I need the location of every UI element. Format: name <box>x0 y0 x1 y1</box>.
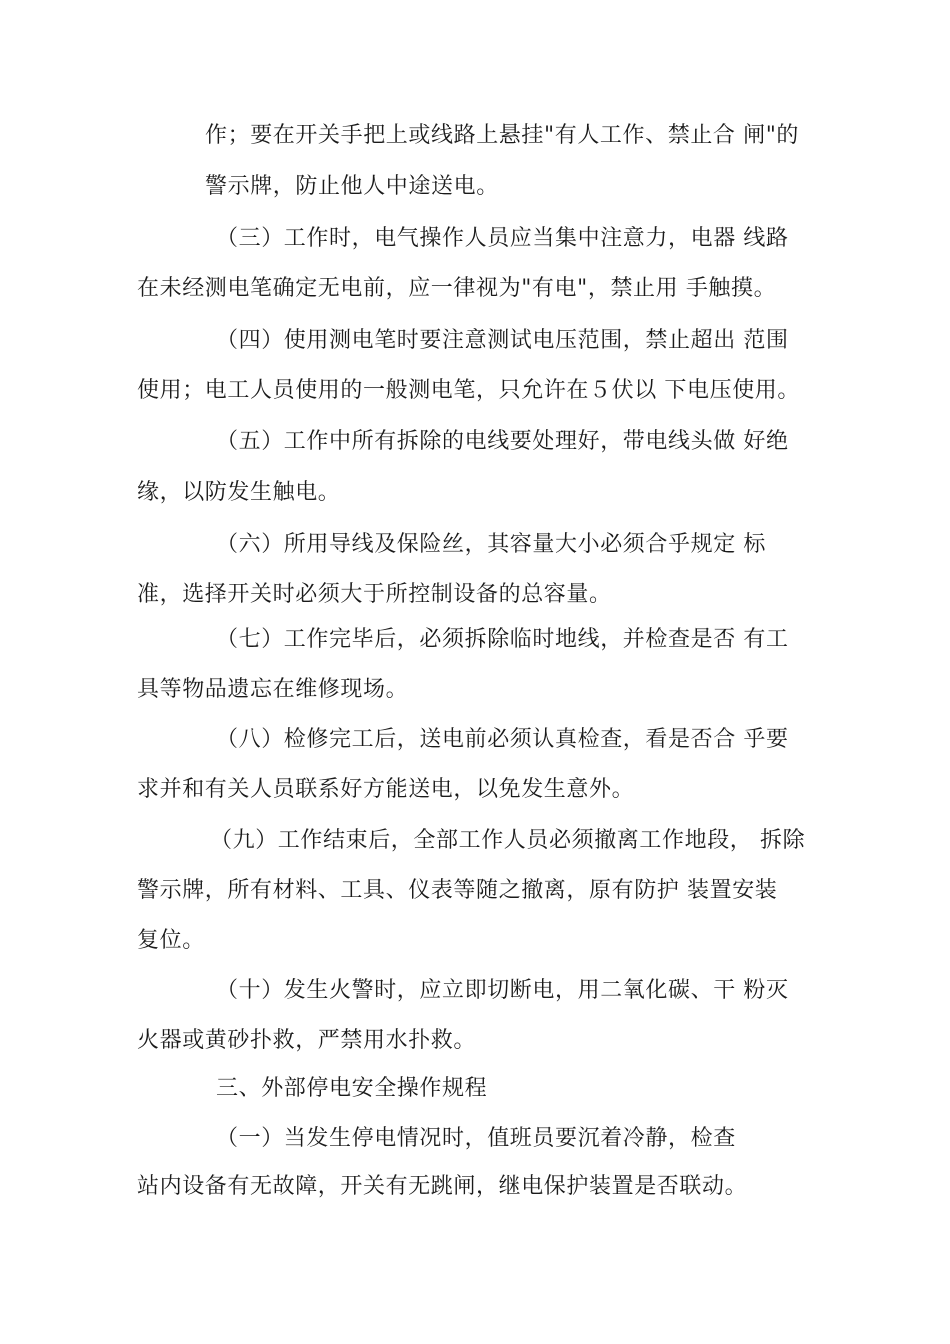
text-line: 具等物品遗忘在维修现场。 <box>137 677 409 702</box>
text-line: 求并和有关人员联系好方能送电，以免发生意外。 <box>137 777 635 802</box>
section-heading: 三、外部停电安全操作规程 <box>216 1076 488 1101</box>
text-line: （三）工作时，电气操作人员应当集中注意力，电器 线路 <box>216 226 789 251</box>
text-line: 缘，以防发生触电。 <box>137 480 341 505</box>
text-line: 作；要在开关手把上或线路上悬挂"有人工作、禁止合 闸"的 <box>205 123 800 148</box>
text-line: （六）所用导线及保险丝，其容量大小必须合乎规定 标 <box>216 532 766 557</box>
text-line: （八）检修完工后，送电前必须认真检查，看是否合 乎要 <box>216 727 789 752</box>
text-line: 在未经测电笔确定无电前，应一律视为"有电"，禁止用 手触摸。 <box>137 276 777 301</box>
text-line: （七）工作完毕后，必须拆除临时地线，并检查是否 有工 <box>216 627 789 652</box>
text-line: 火器或黄砂扑救，严禁用水扑救。 <box>137 1028 477 1053</box>
text-line: （十）发生火警时，应立即切断电，用二氧化碳、干 粉灭 <box>216 978 789 1003</box>
text-line: 使用；电工人员使用的一般测电笔，只允许在５伏以 下电压使用。 <box>137 378 800 403</box>
text-line: （一）当发生停电情况时，值班员要沉着冷静，检查 <box>216 1126 736 1151</box>
text-line: 警示牌，所有材料、工具、仪表等随之撤离，原有防护 装置安装 <box>137 878 778 903</box>
text-line: （四）使用测电笔时要注意测试电压范围，禁止超出 范围 <box>216 328 789 353</box>
text-line: （五）工作中所有拆除的电线要处理好，带电线头做 好绝 <box>216 429 789 454</box>
text-line: 警示牌，防止他人中途送电。 <box>205 174 499 199</box>
text-line: 站内设备有无故障，开关有无跳闸，继电保护装置是否联动。 <box>137 1174 748 1199</box>
text-line: 准，选择开关时必须大于所控制设备的总容量。 <box>137 582 612 607</box>
text-line: 复位。 <box>137 928 205 953</box>
text-line: （九）工作结束后，全部工作人员必须撤离工作地段， 拆除 <box>210 828 806 853</box>
